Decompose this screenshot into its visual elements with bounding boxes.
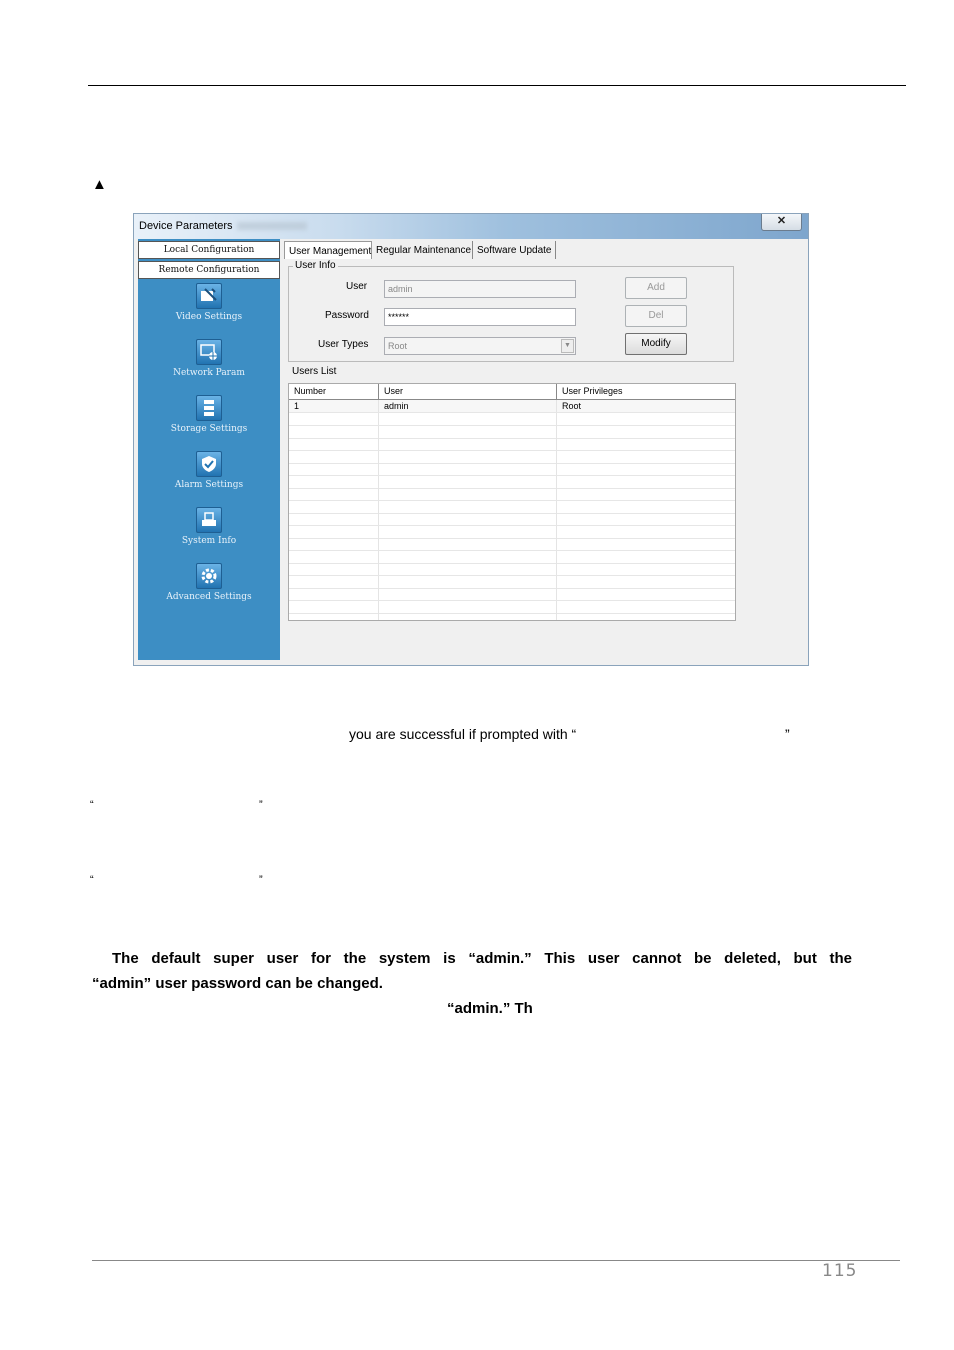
success-text: you are successful if prompted with “	[349, 726, 577, 742]
quote-close-1: ”	[259, 799, 263, 811]
user-types-select[interactable]	[384, 337, 576, 355]
cell-empty	[289, 576, 379, 588]
cell-empty	[557, 501, 735, 513]
tab-regular-maintenance[interactable]: Regular Maintenance	[372, 241, 473, 260]
cell-empty	[557, 563, 735, 575]
table-row-empty	[289, 588, 735, 601]
table-row-empty	[289, 438, 735, 451]
add-button[interactable]: Add	[625, 277, 687, 299]
storage-icon	[196, 395, 222, 421]
cell-empty	[557, 451, 735, 463]
cell-empty	[289, 438, 379, 450]
modify-button[interactable]: Modify	[625, 333, 687, 355]
cell-empty	[379, 513, 557, 525]
cell-empty	[557, 426, 735, 438]
cell-empty	[289, 513, 379, 525]
gear-icon	[196, 563, 222, 589]
sidebar-item-storage-settings[interactable]	[138, 395, 280, 434]
sidebar-item-video-settings[interactable]	[138, 283, 280, 322]
footer-rule	[92, 1260, 900, 1261]
sidebar-item-label: Storage Settings	[170, 424, 248, 434]
device-parameters-window	[133, 213, 809, 666]
quote-open-1: “	[90, 799, 94, 811]
note-line-2: “admin” user password can be changed.	[92, 975, 383, 992]
cell-empty	[379, 451, 557, 463]
table-row-empty	[289, 601, 735, 614]
sidebar-item-advanced-settings[interactable]	[138, 563, 280, 602]
sidebar-item-label: Alarm Settings	[174, 480, 244, 490]
table-row-empty	[289, 451, 735, 464]
note-line-3: “admin.” Th	[447, 1000, 533, 1017]
shield-icon	[196, 451, 222, 477]
network-icon	[196, 339, 222, 365]
password-label: Password	[325, 310, 369, 321]
cell-empty	[289, 413, 379, 425]
cell-empty	[289, 551, 379, 563]
table-row-empty	[289, 426, 735, 439]
cell-user: admin	[379, 400, 557, 412]
window-title: Device Parameters	[139, 220, 233, 232]
title-bar[interactable]	[134, 214, 808, 239]
cell-empty	[289, 488, 379, 500]
cell-empty	[289, 451, 379, 463]
cell-empty	[557, 476, 735, 488]
cell-empty	[379, 576, 557, 588]
chevron-down-icon[interactable]: ▼	[561, 339, 574, 353]
user-management-panel	[280, 259, 802, 660]
users-list-table	[288, 383, 736, 621]
cell-empty	[379, 476, 557, 488]
cell-empty	[557, 488, 735, 500]
cell-empty	[379, 613, 557, 621]
cell-empty	[289, 601, 379, 613]
cell-empty	[557, 576, 735, 588]
sidebar-item-label: Video Settings	[175, 312, 243, 322]
cell-empty	[557, 551, 735, 563]
cell-empty	[289, 501, 379, 513]
cell-empty	[379, 488, 557, 500]
column-header-user[interactable]: User	[379, 384, 557, 399]
user-label: User	[346, 281, 368, 292]
cell-empty	[289, 476, 379, 488]
cell-empty	[557, 513, 735, 525]
sidebar-item-label: Network Param	[173, 368, 245, 378]
table-row-empty	[289, 576, 735, 589]
cell-empty	[557, 613, 735, 621]
cell-empty	[289, 588, 379, 600]
cell-empty	[379, 601, 557, 613]
cell-number: 1	[289, 400, 379, 412]
cell-empty	[289, 526, 379, 538]
user-types-label: User Types	[318, 339, 369, 350]
cell-empty	[557, 463, 735, 475]
note-line-1: The default super user for the system is “admin.” This user cannot be deleted, but the	[112, 950, 852, 967]
sidebar-item-label: Advanced Settings	[166, 592, 252, 602]
system-info-icon	[196, 507, 222, 533]
cell-empty	[379, 588, 557, 600]
user-info-group	[288, 260, 734, 362]
table-row-empty	[289, 551, 735, 564]
cell-empty	[557, 526, 735, 538]
success-close-quote: ”	[785, 726, 790, 742]
tab-software-update[interactable]: Software Update	[473, 241, 556, 260]
user-input[interactable]: admin	[384, 280, 576, 298]
column-header-number[interactable]: Number	[289, 384, 379, 399]
header-rule	[88, 85, 906, 86]
table-row-empty	[289, 538, 735, 551]
sidebar-item-alarm-settings[interactable]	[138, 451, 280, 490]
table-row-empty	[289, 501, 735, 514]
cell-empty	[289, 426, 379, 438]
close-button[interactable]: ✕	[761, 214, 802, 231]
tab-remote-configuration[interactable]: Remote Configuration	[138, 261, 280, 279]
cell-empty	[379, 538, 557, 550]
cell-empty	[557, 413, 735, 425]
sidebar	[138, 239, 280, 660]
users-list-title: Users List	[292, 366, 337, 377]
table-row-empty	[289, 563, 735, 576]
user-types-value: Root	[388, 341, 408, 351]
page-number: 115	[822, 1261, 858, 1281]
table-row-empty	[289, 513, 735, 526]
cell-empty	[379, 563, 557, 575]
cell-empty	[289, 463, 379, 475]
sidebar-item-system-info[interactable]	[138, 507, 280, 546]
table-row-empty	[289, 526, 735, 539]
video-settings-icon	[196, 283, 222, 309]
column-header-privileges[interactable]: User Privileges	[562, 386, 623, 396]
sidebar-item-network-param[interactable]	[138, 339, 280, 378]
bullet-marker: ▲	[92, 176, 107, 193]
cell-empty	[379, 463, 557, 475]
cell-empty	[379, 438, 557, 450]
blurred-title-text	[237, 222, 307, 230]
quote-open-2: “	[90, 874, 94, 886]
del-button[interactable]: Del	[625, 305, 687, 327]
table-row-empty	[289, 413, 735, 426]
cell-privileges: Root	[562, 401, 582, 411]
cell-empty	[289, 613, 379, 621]
cell-empty	[557, 438, 735, 450]
cell-empty	[379, 413, 557, 425]
cell-empty	[379, 551, 557, 563]
table-header	[289, 384, 735, 400]
password-input[interactable]: ******	[384, 308, 576, 326]
table-row-empty	[289, 488, 735, 501]
cell-empty	[379, 426, 557, 438]
cell-empty	[379, 526, 557, 538]
cell-empty	[289, 538, 379, 550]
quote-close-2: ”	[259, 874, 263, 886]
table-row-empty	[289, 463, 735, 476]
cell-empty	[557, 538, 735, 550]
cell-empty	[379, 501, 557, 513]
cell-empty	[289, 563, 379, 575]
tab-user-management[interactable]: User Management	[284, 241, 372, 260]
cell-empty	[557, 588, 735, 600]
table-row-empty	[289, 476, 735, 489]
cell-empty	[557, 601, 735, 613]
tab-local-configuration[interactable]: Local Configuration	[138, 241, 280, 259]
table-row-empty	[289, 613, 735, 621]
user-info-title: User Info	[295, 260, 336, 271]
table-row[interactable]	[289, 400, 735, 413]
sidebar-item-label: System Info	[181, 536, 237, 546]
